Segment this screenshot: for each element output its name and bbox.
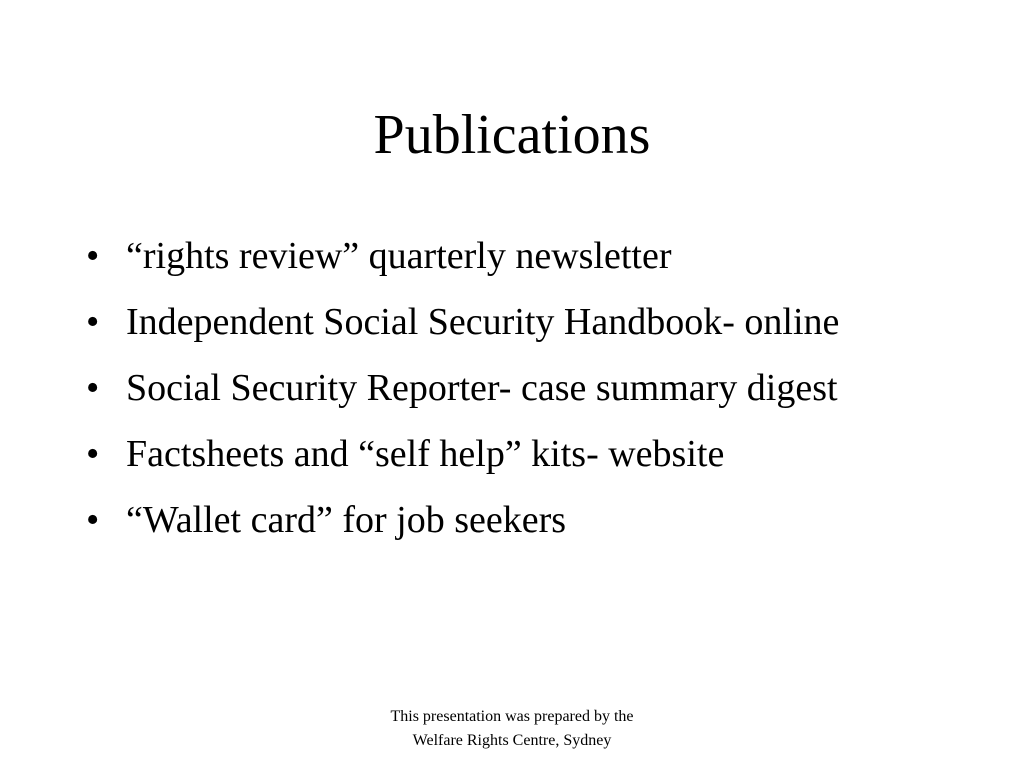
bullet-item [86,296,886,348]
bullet-item [86,494,886,546]
bullet-item [86,428,886,480]
slide-footer [0,705,1024,753]
bullet-text: Factsheets and “self help” kits- website [126,433,725,475]
bullet-icon: • [86,433,100,475]
footer-line-1: This presentation was prepared by the [390,708,634,725]
bullet-item [86,362,886,414]
bullet-item [86,230,886,282]
bullet-text: Independent Social Security Handbook- online [126,301,840,343]
bullet-text: “Wallet card” for job seekers [126,499,567,541]
bullet-text: Social Security Reporter- case summary digest [126,367,838,409]
bullet-list [86,230,886,560]
bullet-icon: • [86,367,100,409]
bullet-icon: • [86,499,100,541]
bullet-text: “rights review” quarterly newsletter [126,235,672,277]
bullet-icon: • [86,301,100,343]
footer-line-2: Welfare Rights Centre, Sydney [412,732,612,749]
bullet-icon: • [86,235,100,277]
slide-title: Publications [373,104,651,166]
